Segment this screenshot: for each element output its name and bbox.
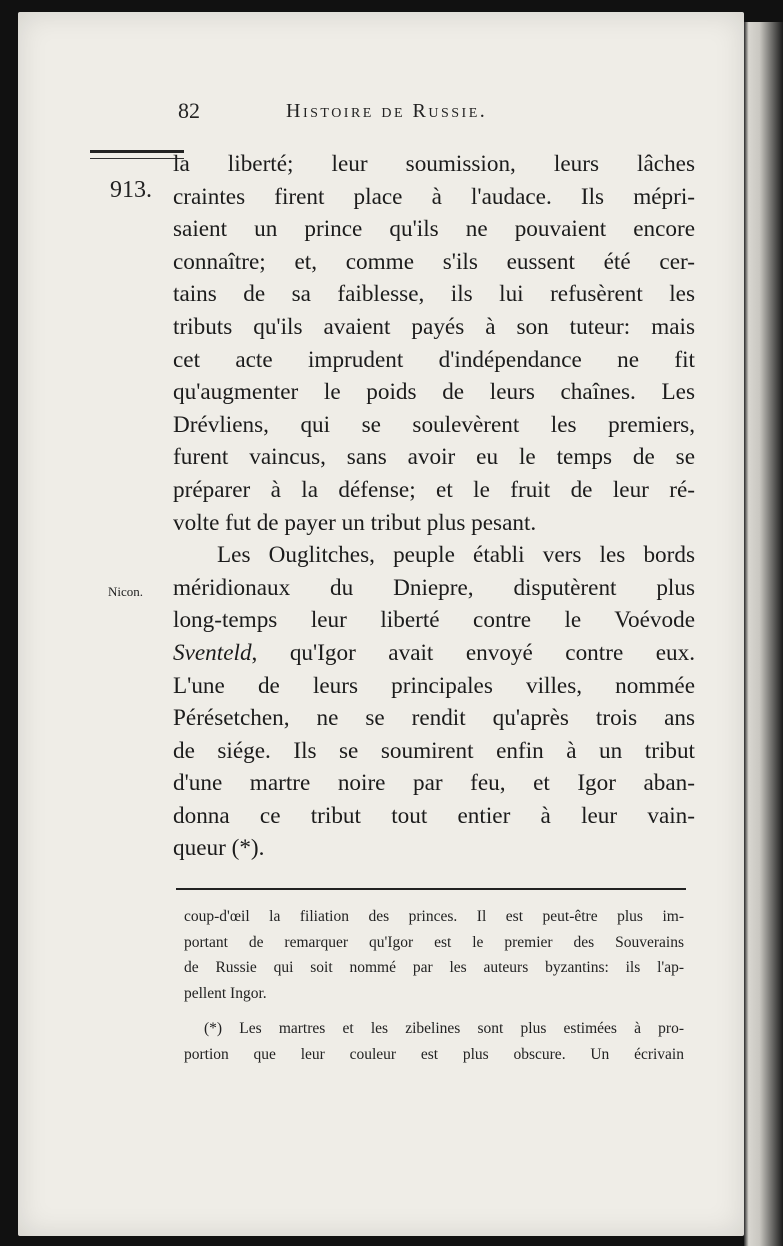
text-line-sventeld xyxy=(173,637,695,670)
margin-rule-mark xyxy=(90,150,184,159)
margin-source-note: Nicon. xyxy=(108,584,144,599)
text-line: furent vaincus, sans avoir eu le temps de se xyxy=(173,444,695,471)
text-line: saient un prince qu'ils ne pouvaient encore xyxy=(173,216,695,243)
text-line: méridionaux du Dniepre, disputèrent plus xyxy=(173,574,695,601)
footnote-line: portant de remarquer qu'Igor est le premier des Souverains xyxy=(184,933,684,951)
page-number: 82 xyxy=(178,98,200,123)
text-line: tains de sa faiblesse, ils lui refusèrent les xyxy=(173,281,695,308)
text-line: cet acte imprudent d'indépendance ne fit xyxy=(173,346,695,373)
footnotes xyxy=(184,904,684,1067)
text-line: long-temps leur liberté contre le Voévode xyxy=(173,607,695,634)
text-line: la liberté; leur soumission, leurs lâches xyxy=(173,151,695,177)
text-line: qu'augmenter le poids de leurs chaînes. Les xyxy=(173,379,695,406)
page-header xyxy=(18,98,744,128)
sventeld-rest: , qu'Igor avait envoyé contre eux. xyxy=(251,639,695,666)
text-line: craintes firent place à l'audace. Ils mépri- xyxy=(173,183,695,210)
sventeld-name: Sventeld xyxy=(173,639,252,666)
footnote-star xyxy=(184,1016,684,1067)
text-line: queur (*). xyxy=(173,835,265,862)
text-line: d'une martre noire par feu, et Igor aban- xyxy=(173,770,695,797)
text-line: tributs qu'ils avaient payés à son tuteur: mais xyxy=(173,313,695,340)
text-line: Drévliens, qui se soulevèrent les premiers, xyxy=(173,411,695,438)
footnote-line: pellent Ingor. xyxy=(184,984,267,1002)
footnote-line: portion que leur couleur est plus obscure. Un écrivain xyxy=(184,1045,684,1063)
text-line: Pérésetchen, ne se rendit qu'après trois ans xyxy=(173,705,695,732)
footnote-line: coup-d'œil la filiation des princes. Il est peut-être plus im- xyxy=(184,908,684,925)
text-line: volte fut de payer un tribut plus pesant. xyxy=(173,509,537,536)
footnote-line: de Russie qui soit nommé par les auteurs byzantins: ils l'ap- xyxy=(184,959,684,976)
text-line: de siége. Ils se soumirent enfin à un tribut xyxy=(173,737,695,764)
text-line: préparer à la défense; et le fruit de leur ré- xyxy=(173,476,695,503)
text-line: donna ce tribut tout entier à leur vain- xyxy=(173,802,695,829)
body-text xyxy=(173,148,695,865)
text-line: Les Ouglitches, peuple établi vers les bords xyxy=(217,542,695,569)
text-line: connaître; et, comme s'ils eussent été cer- xyxy=(173,248,695,275)
page-edge-shadow xyxy=(744,22,783,1246)
footnote-line: (*) Les martres et les zibelines sont plus estimées à pro- xyxy=(204,1020,684,1037)
book-page xyxy=(18,12,744,1236)
running-title: Histoire de Russie. xyxy=(286,100,488,122)
footnote-rule xyxy=(176,888,686,890)
margin-year: 913. xyxy=(110,177,152,203)
text-line: L'une de leurs principales villes, nommée xyxy=(173,672,695,699)
